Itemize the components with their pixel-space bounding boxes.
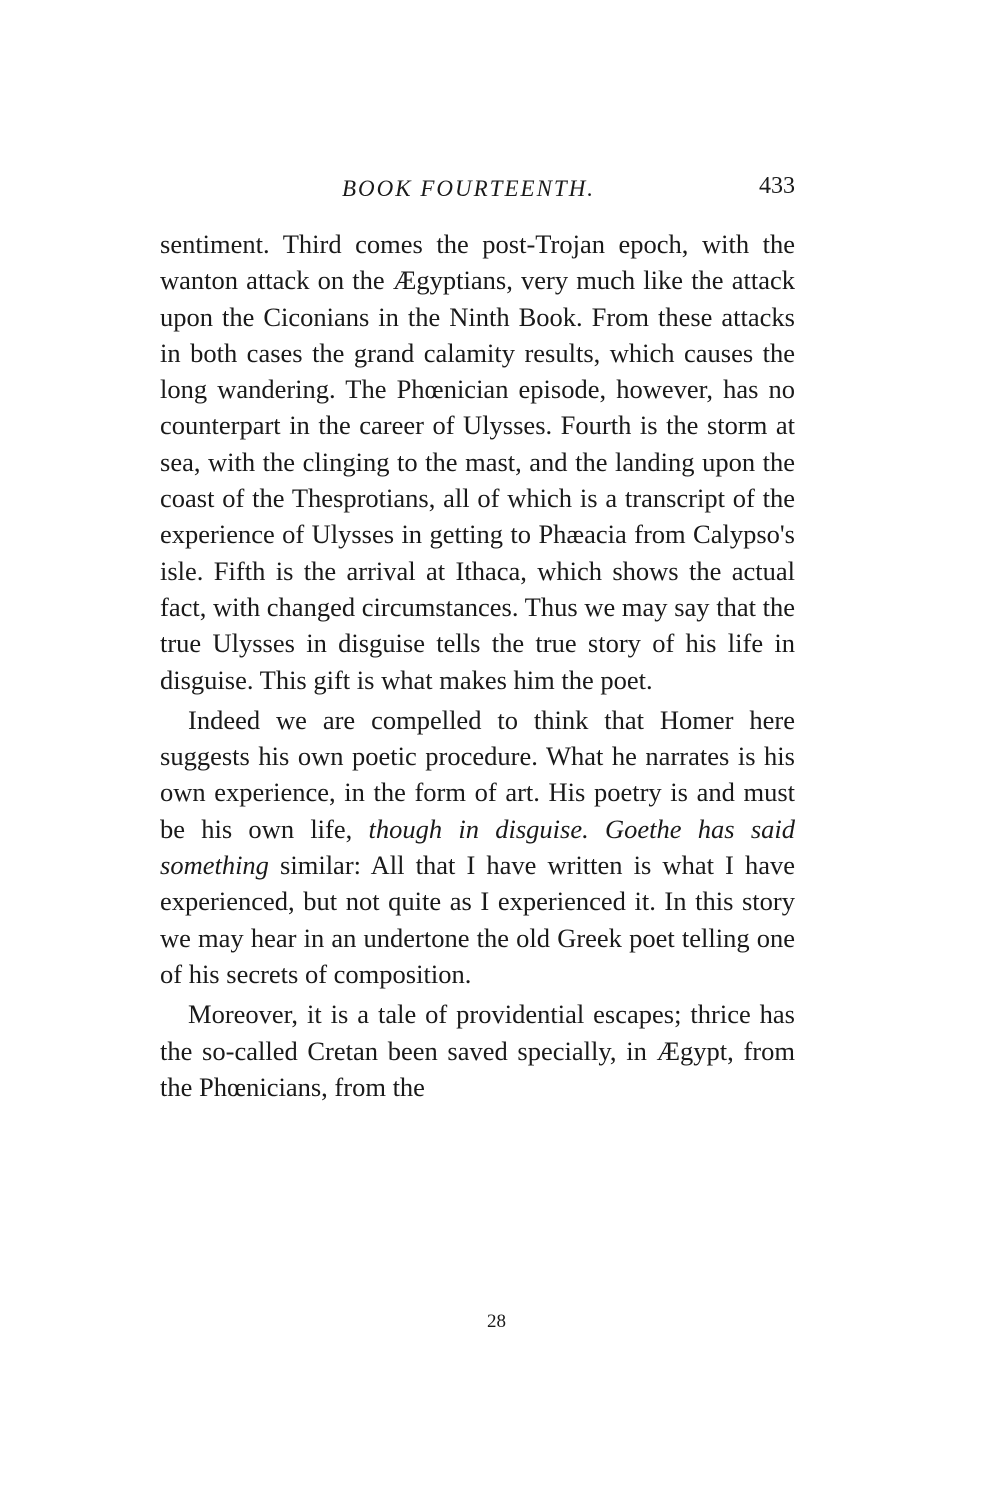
italic-text: though in disguise. Goethe has said something [160, 813, 795, 881]
paragraph-text: Indeed we are compelled to think that Homer here suggests his own poetic procedure. What he narrates is his own experience, in the form of art. His poetry is and must be his own life, [160, 704, 795, 844]
running-title: BOOK FOURTEENTH. [342, 176, 596, 201]
paragraph-continued: sentiment. Third comes the post-Trojan epoch, with the wanton attack on the Ægyptians, very much like the attack upon the Ciconians in the Ninth Book. From these attacks in both cases the grand calamity results, which causes the long wandering. The Phœnician episode, however, has no counterpart in the career of Ulysses. Fourth is the storm at sea, with the clinging to the mast, and the landing upon the coast of the Thesprotians, all of which is a transcript of the experience of Ulysses in getting to Phæacia from Calypso's isle. Fifth is the arrival at Ithaca, which shows the actual fact, with changed circumstances. Thus we may say that the true Ulysses in disguise tells the true story of his life in disguise. This gift is what makes him the poet. [160, 229, 795, 695]
page-number: 433 [759, 173, 795, 199]
running-head [160, 172, 795, 206]
paragraph-homer [160, 702, 795, 992]
paragraph-escapes: Moreover, it is a tale of providential escapes; thrice has the so-called Cretan been saved specially, in Ægypt, from the Phœnicians, from the [160, 999, 795, 1102]
signature-mark: 28 [487, 1311, 506, 1332]
body-text [160, 226, 795, 1105]
paragraph-text: similar: All that I have written is what I have experienced, but not quite as I experienced it. In this story we may hear in an undertone the old Greek poet telling one of his secrets of composition. [160, 850, 795, 989]
